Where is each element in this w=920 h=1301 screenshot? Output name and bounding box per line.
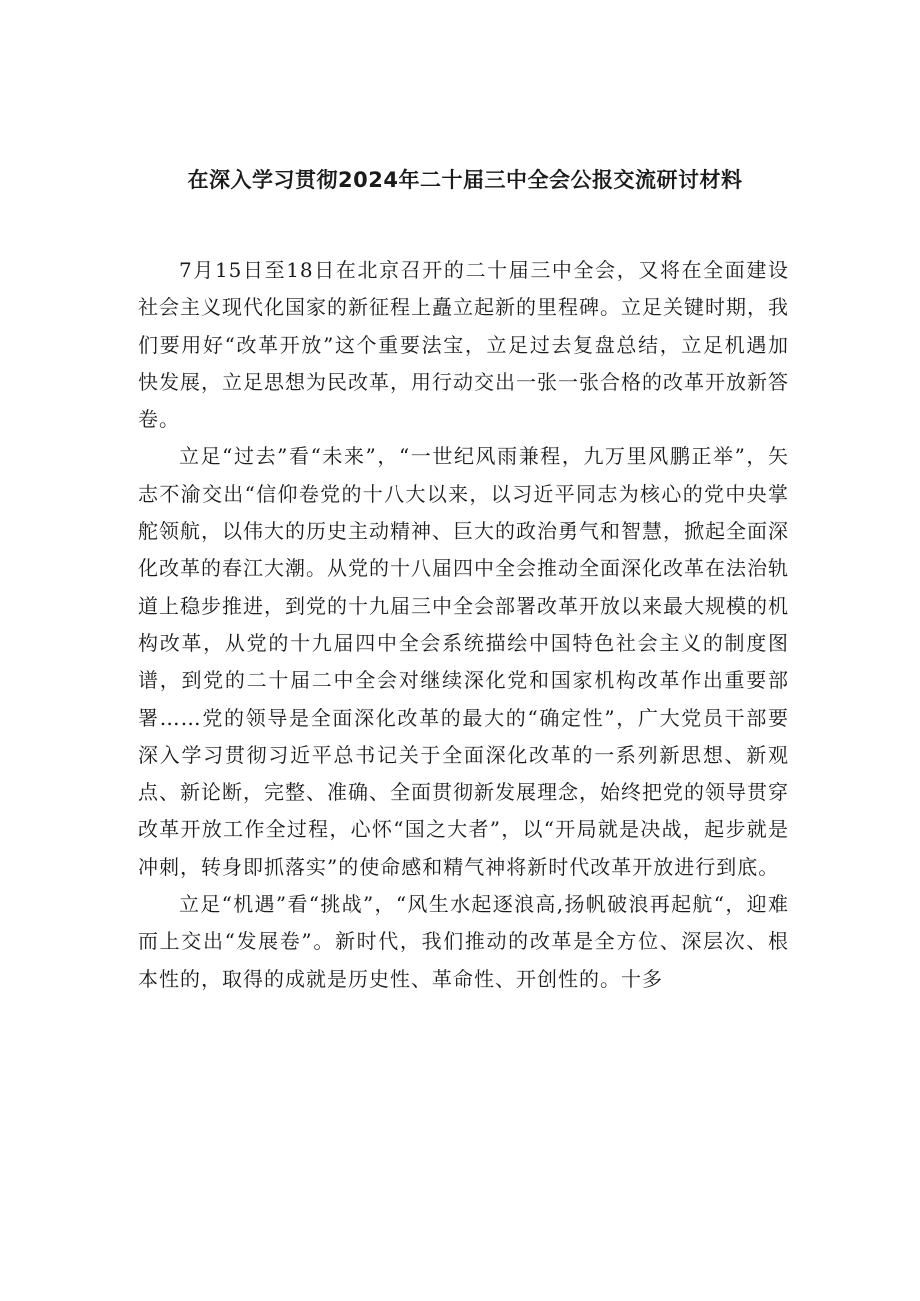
paragraph-2: 立足“过去”看“未来”，“一世纪风雨兼程，九万里风鹏正举”，矢志不渝交出“信仰卷党的十八大以来，以习近平同志为核心的党中央掌舵领航，以伟大的历史主动精神、巨大的政治勇气和智慧，掀起全面深化改革的春江大潮。从党的十八届四中全会推动全面深化改革在法治轨道上稳步推进，到党的十九届三中全会部署改革开放以来最大规模的机构改革，从党的十九届四中全会系统描绘中国特色社会主义的制度图谱，到党的二十届二中全会对继续深化党和国家机构改革作出重要部署……党的领导是全面深化改革的最大的“确定性”，广大党员干部要深入学习贯彻习近平总书记关于全面深化改革的一系列新思想、新观点、新论断，完整、准确、全面贯彻新发展理念，始终把党的领导贯穿改革开放工作全过程，心怀“国之大者”，以“开局就是决战，起步就是冲刺，转身即抓落实”的使命感和精气神将新时代改革开放进行到底。 bbox=[138, 444, 789, 879]
paragraph-3: 立足“机遇”看“挑战”，“风生水起逐浪高,扬帆破浪再起航“，迎难而上交出“发展卷”。新时代，我们推动的改革是全方位、深层次、根本性的，取得的成就是历史性、革命性、开创性的。十多 bbox=[138, 892, 789, 991]
document-title: 在深入学习贯彻2024年二十届三中全会公报交流研讨材料 bbox=[187, 168, 743, 192]
document-body bbox=[138, 252, 789, 998]
paragraph-1: 7月15日至18日在北京召开的二十届三中全会，又将在全面建设社会主义现代化国家的新征程上矗立起新的里程碑。立足关键时期，我们要用好“改革开放”这个重要法宝，立足过去复盘总结，立足机遇加快发展，立足思想为民改革，用行动交出一张一张合格的改革开放新答卷。 bbox=[138, 258, 789, 432]
